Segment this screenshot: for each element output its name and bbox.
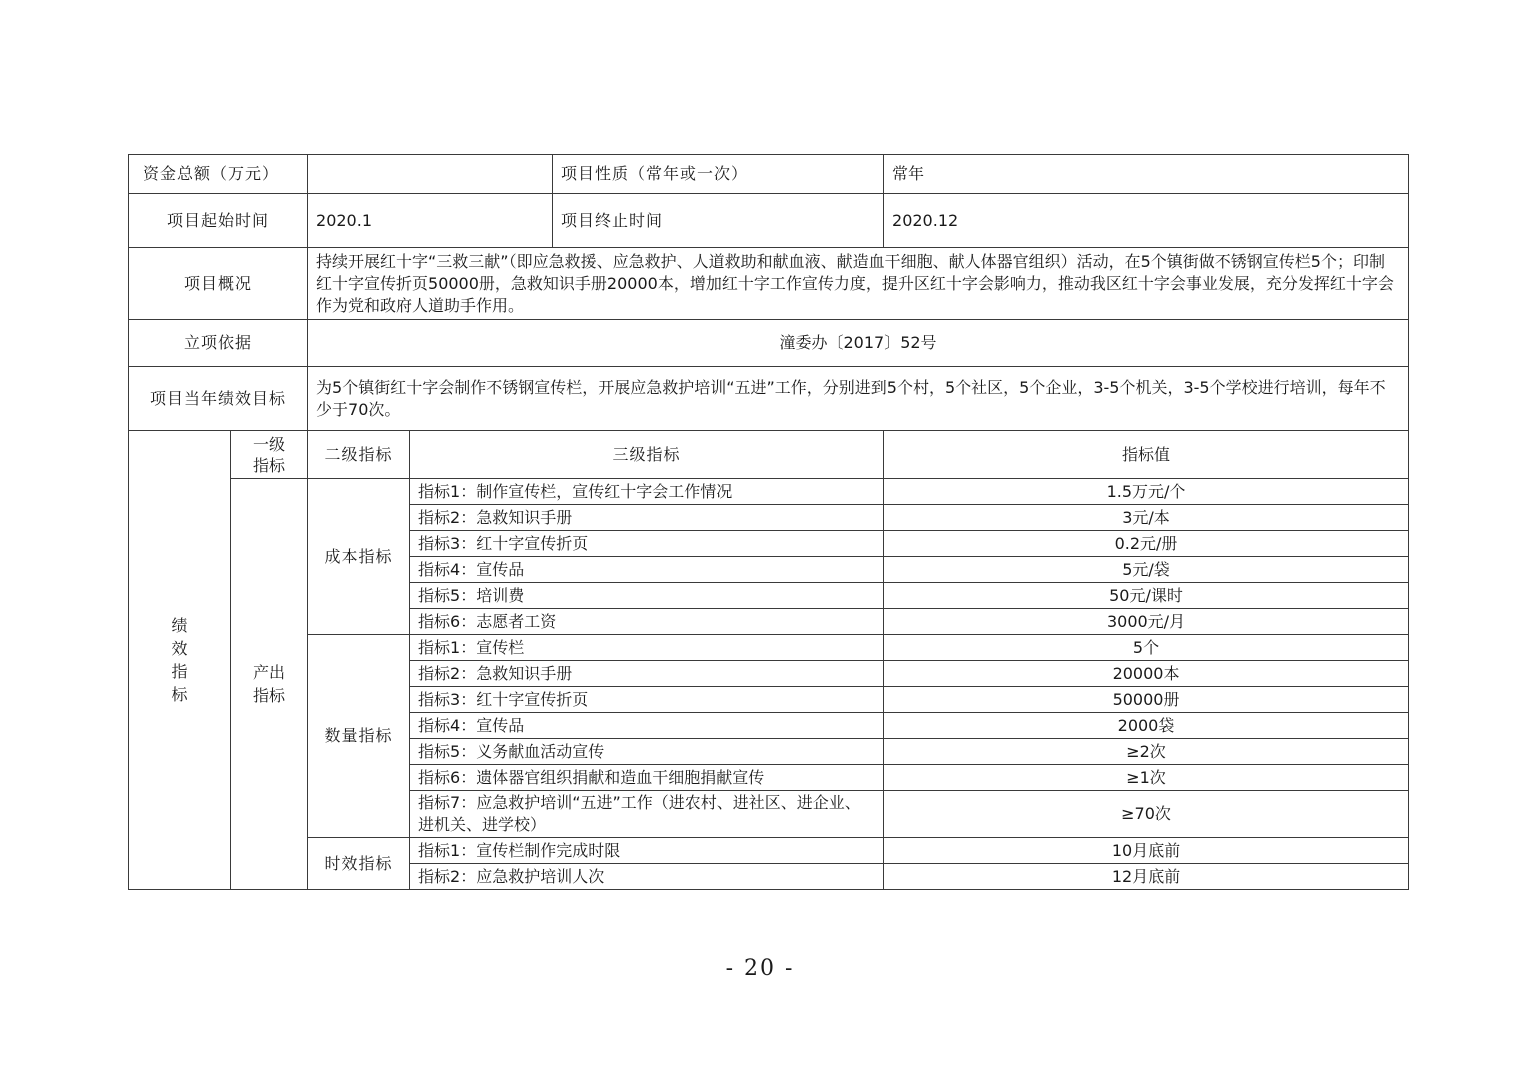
- level1-header: 一级指标: [252, 434, 285, 475]
- output-label-cell: [231, 479, 308, 890]
- perf-label-cell: [129, 431, 231, 890]
- time-item-1: 指标1：宣传栏制作完成时限: [410, 838, 884, 864]
- value-header: 指标值: [884, 431, 1409, 479]
- quantity-item-7: 指标7：应急救护培训“五进”工作（进农村、进社区、进企业、进机关、进学校）: [410, 791, 884, 838]
- end-label: 项目终止时间: [553, 194, 884, 248]
- level3-header: 三级指标: [410, 431, 884, 479]
- start-label: 项目起始时间: [129, 194, 308, 248]
- cost-label: 成本指标: [308, 479, 410, 635]
- cost-value-2: 3元/本: [884, 505, 1409, 531]
- cost-item-4: 指标4：宣传品: [410, 557, 884, 583]
- end-value: 2020.12: [884, 194, 1409, 248]
- cost-value-4: 5元/袋: [884, 557, 1409, 583]
- level1-header-cell: [231, 431, 308, 479]
- quantity-value-7: ≥70次: [884, 791, 1409, 838]
- perf-label: 绩效指标: [171, 616, 188, 704]
- time-value-2: 12月底前: [884, 864, 1409, 890]
- cost-value-5: 50元/课时: [884, 583, 1409, 609]
- cost-item-1: 指标1：制作宣传栏，宣传红十字会工作情况: [410, 479, 884, 505]
- quantity-value-2: 20000本: [884, 661, 1409, 687]
- output-label: 产出指标: [252, 663, 285, 705]
- basis-text: 潼委办〔2017〕52号: [308, 320, 1409, 367]
- quantity-item-6: 指标6：遗体器官组织捐献和造血干细胞捐献宣传: [410, 765, 884, 791]
- quantity-item-5: 指标5：义务献血活动宣传: [410, 739, 884, 765]
- cost-value-3: 0.2元/册: [884, 531, 1409, 557]
- quantity-item-2: 指标2：急救知识手册: [410, 661, 884, 687]
- cost-item-6: 指标6：志愿者工资: [410, 609, 884, 635]
- nature-value: 常年: [884, 155, 1409, 194]
- cost-value-1: 1.5万元/个: [884, 479, 1409, 505]
- cost-value-6: 3000元/月: [884, 609, 1409, 635]
- goal-text: 为5个镇街红十字会制作不锈钢宣传栏，开展应急救护培训“五进”工作，分别进到5个村，5个社区，5个企业，3-5个机关，3-5个学校进行培训，每年不少于70次。: [308, 367, 1409, 431]
- quantity-item-1: 指标1：宣传栏: [410, 635, 884, 661]
- page-number: - 20 -: [725, 956, 795, 981]
- quantity-value-1: 5个: [884, 635, 1409, 661]
- time-label: 时效指标: [308, 838, 410, 890]
- time-item-2: 指标2：应急救护培训人次: [410, 864, 884, 890]
- fund-total-value: [308, 155, 553, 194]
- quantity-value-5: ≥2次: [884, 739, 1409, 765]
- overview-text: 持续开展红十字“三救三献”（即应急救援、应急救护、人道救助和献血液、献造血干细胞、献人体器官组织）活动，在5个镇街做不锈钢宣传栏5个；印制红十字宣传折页50000册，急救知识手册20000本，增加红十字工作宣传力度，提升区红十字会影响力，推动我区红十字会事业发展，充分发挥红十字会作为党和政府人道助手作用。: [308, 248, 1409, 320]
- quantity-value-6: ≥1次: [884, 765, 1409, 791]
- quantity-label: 数量指标: [308, 635, 410, 838]
- quantity-item-3: 指标3：红十字宣传折页: [410, 687, 884, 713]
- nature-label: 项目性质（常年或一次）: [553, 155, 884, 194]
- start-value: 2020.1: [308, 194, 553, 248]
- quantity-item-4: 指标4：宣传品: [410, 713, 884, 739]
- fund-total-label: 资金总额（万元）: [129, 155, 308, 194]
- time-value-1: 10月底前: [884, 838, 1409, 864]
- quantity-value-3: 50000册: [884, 687, 1409, 713]
- cost-item-3: 指标3：红十字宣传折页: [410, 531, 884, 557]
- quantity-value-4: 2000袋: [884, 713, 1409, 739]
- main-table: [128, 154, 1409, 890]
- cost-item-5: 指标5：培训费: [410, 583, 884, 609]
- goal-label: 项目当年绩效目标: [129, 367, 308, 431]
- cost-item-2: 指标2：急救知识手册: [410, 505, 884, 531]
- basis-label: 立项依据: [129, 320, 308, 367]
- level2-header: 二级指标: [308, 431, 410, 479]
- overview-label: 项目概况: [129, 248, 308, 320]
